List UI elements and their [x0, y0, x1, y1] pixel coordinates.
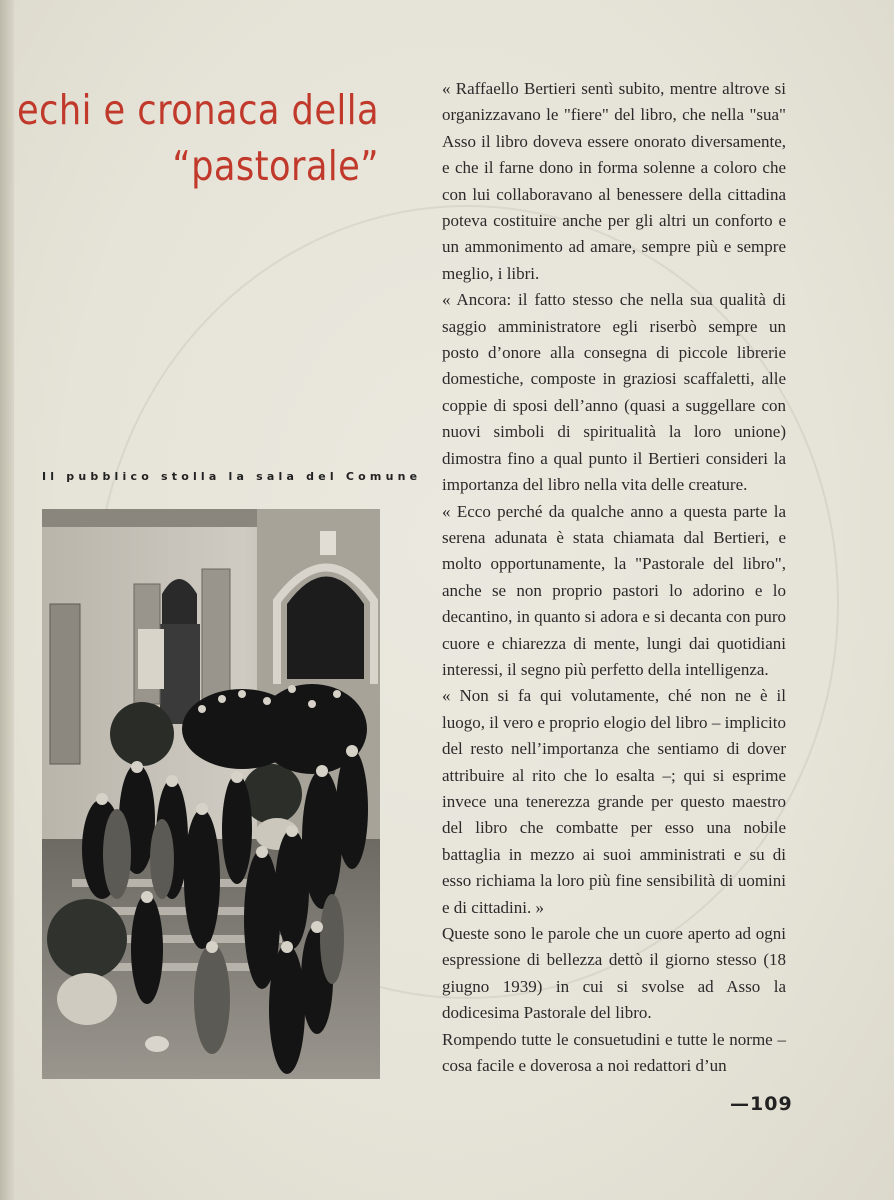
page-edge-shadow: [0, 0, 14, 1200]
paragraph-1: « Raffaello Bertieri sentì subito, mentre altrove si organizzavano le "fiere" del libro, che nella "sua" Asso il libro doveva essere onorato diversamente, e che il farne dono in forma solenne a coloro che con lui collaboravano al benessere della cittadina poteva costituire anche per gli altri un conforto e un ammonimento ad amare, sempre più e sempre meglio, i libri.: [442, 79, 786, 283]
paragraph-4: « Non si fa qui volutamente, ché non ne è il luogo, il vero e proprio elogio del libro – implicito del resto nell’importanza che sentiamo di dover attribuire al rito che lo esalta –; qui si esprime invece una tenerezza grande per questo maestro del libro che combatte per esso una nobile battaglia in mezzo ai suoi amministrati e su di esso richiama la loro più fine sensibilità di uomini e di cittadini. »: [442, 686, 786, 917]
photo-caption: Il pubblico stolla la sala del Comune: [42, 470, 422, 483]
paragraph-6: Rompendo tutte le consuetudini e tutte le norme – cosa facile e doverosa a noi redattori d’un: [442, 1029, 786, 1076]
page-number: —109: [730, 1093, 793, 1115]
paragraph-2: « Ancora: il fatto stesso che nella sua qualità di saggio amministratore egli riserbò sempre un posto d’onore alla consegna di piccole librerie domestiche, composte in graziosi scaffaletti, alle coppie di sposi dell’anno (quasi a suggellare con nuovi simboli di spiritualità la loro unione) dimostra fino a qual punto il Bertieri consideri la importanza del libro nella vita delle creature.: [442, 290, 786, 495]
page-title: [17, 82, 379, 194]
title-line-1: echi e cronaca della: [16, 86, 379, 134]
crowd-photo: [42, 509, 380, 1079]
article-body: [442, 76, 786, 1079]
crowd-photo-image: [42, 509, 380, 1079]
paragraph-5: Queste sono le parole che un cuore aperto ad ogni espressione di bellezza dettò il giorno stesso (18 giugno 1939) in cui si svolse ad Asso la dodicesima Pastorale del libro.: [442, 924, 786, 1023]
paragraph-3: « Ecco perché da qualche anno a questa parte la serena adunata è stata chiamata dal Bertieri, e molto opportunamente, la "Pastorale del libro", anche se non proprio pastori lo adorino e lo decantino, in quanto si adora e si decanta con puro cuore e chiarezza di mente, lungi dai quotidiani interessi, il segno più perfetto della intelligenza.: [442, 501, 786, 679]
title-line-2: “pastorale”: [172, 142, 379, 190]
